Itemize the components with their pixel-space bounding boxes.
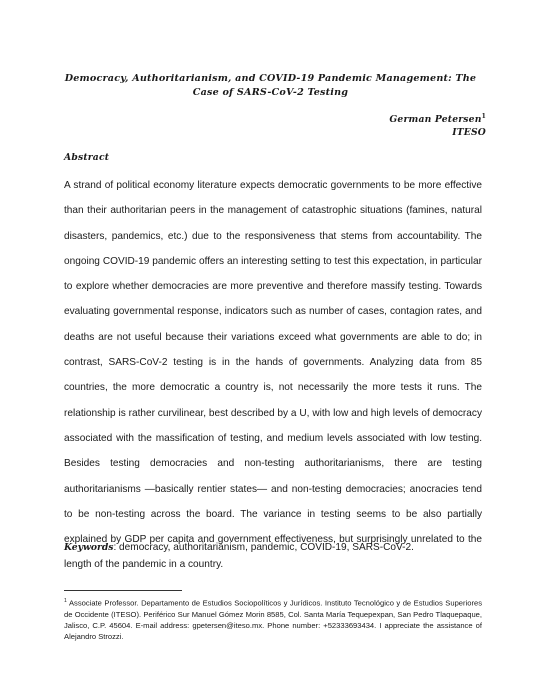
footnote-text: Associate Professor. Departamento de Estudios Sociopolíticos y Jurídicos. Instituto Tecnológico y de Estudios Superiores de Occidente (ITESO). Periférico Sur Manuel Gómez Morin 8585, Col. Santa María Tequepexpan, San Pedro Tlaquepaque, Jalisco, C.P. 45604. E-mail address: gpetersen@iteso.mx. Phone number: +52333693434. I appreciate the assistance of Alejandro Strozzi. — [64, 598, 482, 642]
author-affiliation: ITESO — [452, 127, 486, 139]
author-block — [389, 110, 486, 139]
author-name: German Petersen — [389, 114, 482, 126]
keywords-line — [64, 541, 484, 555]
footnote — [64, 596, 482, 642]
paper-title: Democracy, Authoritarianism, and COVID-19 Pandemic Management: The Case of SARS-CoV-2 Testing — [64, 73, 477, 98]
footnote-divider — [64, 590, 182, 591]
abstract-heading: Abstract — [64, 152, 110, 163]
footnote-mark: 1 — [64, 598, 67, 604]
abstract-body: A strand of political economy literature expects democratic governments to be more effective than their authoritarian peers in the management of catastrophic situations (famines, natural disasters, pandemics, etc.) due to the responsiveness that stems from accountability. The ongoing COVID-19 pandemic offers an interesting setting to test this expectation, in particular to explore whether democracies are more preventive and therefore massify testing. Towards evaluating governmental response, indicators such as number of cases, contagion rates, and deaths are not useful because their variations exceed what governments are able to do; in contrast, SARS-CoV-2 testing is in the hands of governments. Analyzing data from 85 countries, the more democratic a country is, not necessarily the more tests it runs. The relationship is rather curvilinear, best described by a U, with low and high levels of democracy associated with the massification of testing, and medium levels associated with low testing. Besides testing democracies and non-testing authoritarianisms, there are testing authoritarianisms —basically rentier states— and non-testing democracies; anocracies tend to be non-testing across the board. The variance in testing seems to be also partially explained by GDP per capita and government effectiveness, but surprisingly unrelated to the length of the pandemic in a country. — [64, 180, 482, 571]
keywords-text: : democracy, authoritarianism, pandemic, COVID-19, SARS-CoV-2. — [113, 542, 414, 553]
keywords-label: Keywords — [64, 542, 114, 553]
author-footnote-mark: 1 — [481, 113, 486, 120]
